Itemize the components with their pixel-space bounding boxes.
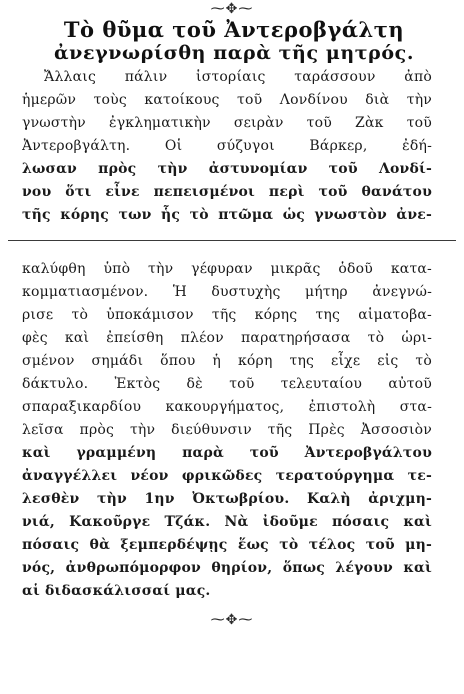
article-line: ἡμερῶν τοὺς κατοίκους τοῦ Λονδίνου διὰ τὴν	[22, 92, 432, 108]
article-line: νιά, Κακοῦργε Τζάκ. Νὰ ἰδοῦμε πόσαις καὶ	[22, 514, 432, 530]
article-line: φὲς καὶ ἐπείσθη πλέον παρατηρήσασα τὸ ὡρι-	[22, 330, 432, 346]
top-ornament: ⁓✥⁓	[210, 1, 254, 17]
article-line: ρισε τὸ ὑποκάμισον τῆς κόρης της αἱματοβα-	[22, 307, 432, 323]
article-line: πόσαις θὰ ξεμπερδέψῃς ἕως τὸ τέλος τοῦ μη-	[22, 537, 432, 553]
article-line: σμένον σημάδι ὅπου ἡ κόρη της εἶχε εἰς τὸ	[22, 353, 432, 369]
article-line: γνωστὴν ἐγκληματικὴν σειρὰν τοῦ Ζὰκ τοῦ	[22, 115, 432, 131]
article-line: καὶ γραμμένη παρὰ τοῦ Ἀντεροβγάλτου	[22, 445, 432, 461]
column-divider	[8, 240, 456, 241]
article-line: λωσαν πρὸς τὴν ἀστυνομίαν τοῦ Λονδί-	[22, 161, 432, 177]
article-line: ἀναγγέλλει νέον φρικῶδες τερατούργημα τε-	[22, 468, 432, 484]
article-line: νός, ἀνθρωπόμορφον θηρίον, ὅπως λέγουν καὶ	[22, 560, 432, 576]
article-line: αἱ διδασκάλισσαί μας.	[22, 583, 211, 599]
article-line: καλύφθη ὑπὸ τὴν γέφυραν μικρᾶς ὁδοῦ κατα-	[22, 261, 432, 277]
article-line: τῆς κόρης των ἧς τὸ πτῶμα ὡς γνωστὸν ἀνε-	[22, 207, 432, 223]
article-line: Ἄλλαις πάλιν ἱστορίαις ταράσσουν ἀπὸ	[44, 69, 432, 85]
article-line: νου ὅτι εἶνε πεπεισμένοι περὶ τοῦ θανάτου	[22, 184, 432, 200]
article-line: Ἀντεροβγάλτη. Οἱ σύζυγοι Βάρκερ, ἐδή-	[22, 138, 432, 154]
article-line: κομματιασμένον. Ἡ δυστυχὴς μήτηρ ἀνεγνώ-	[22, 284, 432, 300]
headline-line-2: ἀνεγνωρίσθη παρὰ τῆς μητρός.	[53, 42, 415, 64]
article-line: σπαραξικαρδίου κακουργήματος, ἐπιστολὴ στα-	[22, 399, 432, 415]
article-column-top	[22, 66, 432, 227]
bottom-ornament: ⁓✥⁓	[210, 612, 254, 628]
article-line: λεῖσα πρὸς τὴν διεύθυνσιν τῆς Πρὲς Ἀσσοσιὸν	[22, 422, 432, 438]
article-line: λεσθὲν τὴν 1ην Ὀκτωβρίου. Καλὴ ἀριχμη-	[22, 491, 432, 507]
article-column-bottom	[22, 258, 432, 603]
article-line: δάκτυλο. Ἐκτὸς δὲ τοῦ τελευταίου αὐτοῦ	[22, 376, 432, 392]
headline-line-1: Τὸ θῦμα τοῦ Ἀντεροβγάλτη	[63, 17, 405, 42]
